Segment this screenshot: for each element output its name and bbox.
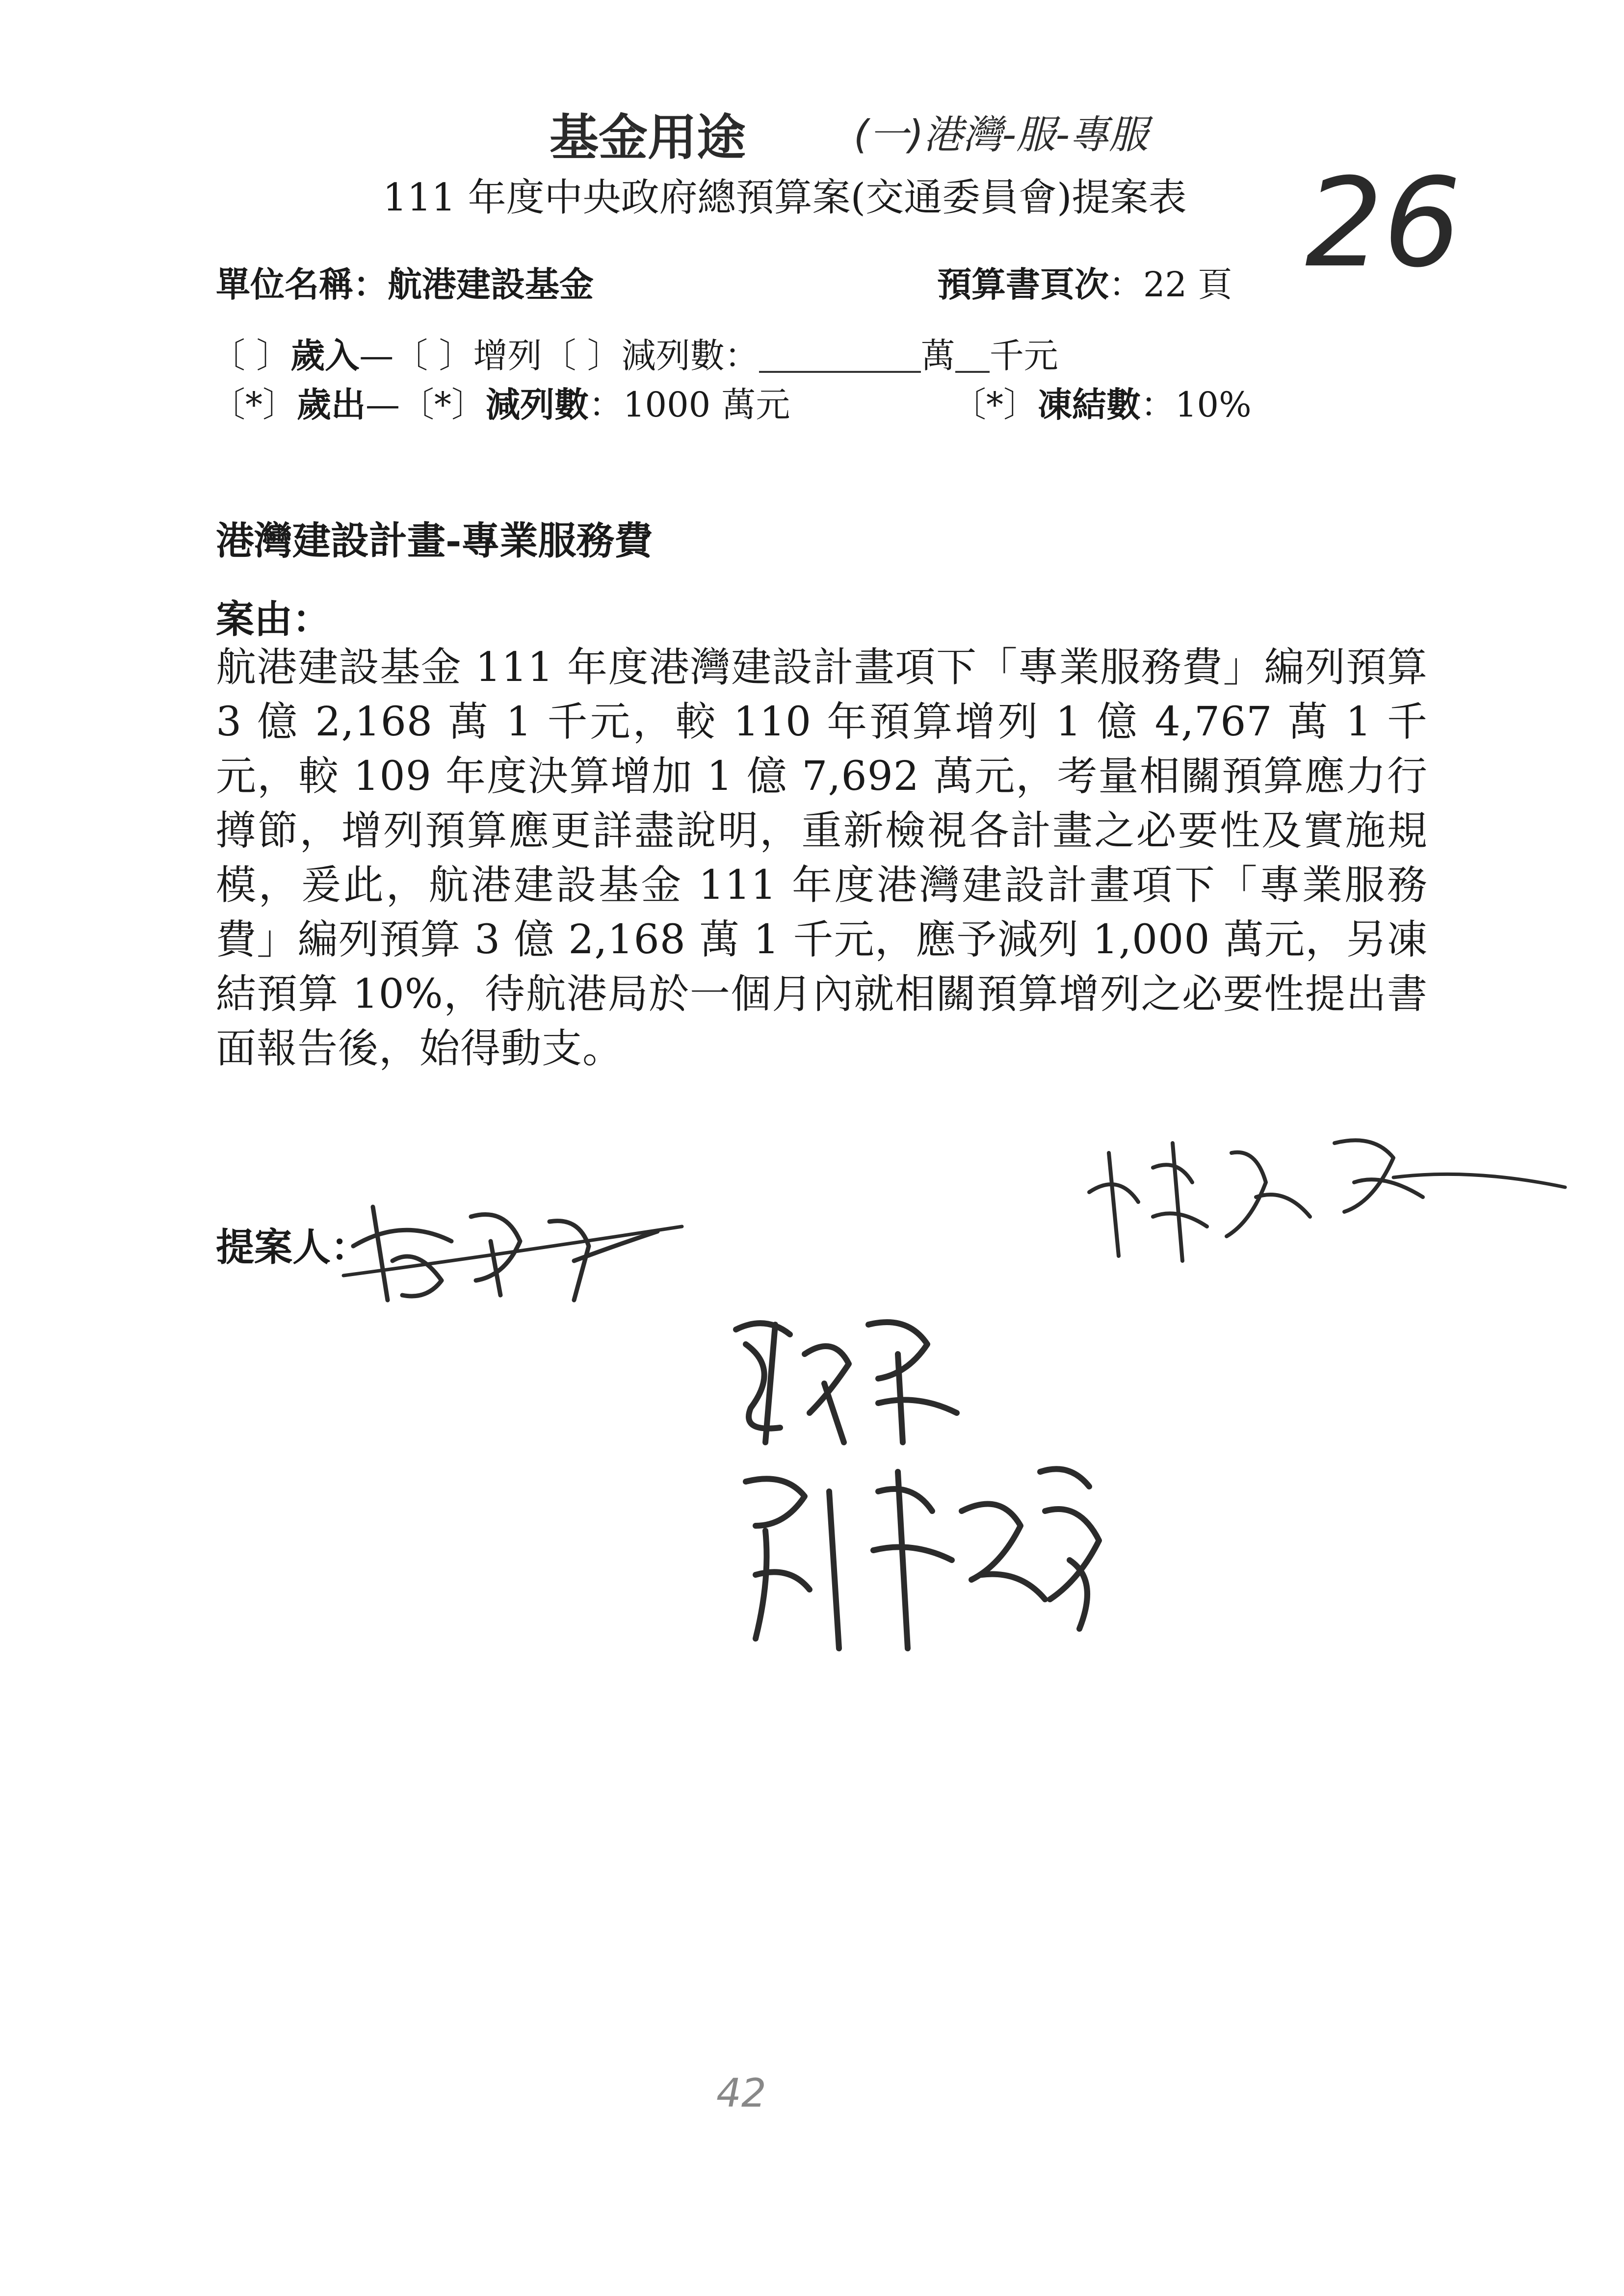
revenue-label: 歲入 (290, 335, 360, 376)
expense-decrease-label: 減列數 (486, 384, 589, 425)
reason-label: 案由： (216, 597, 331, 642)
signature-2 (1079, 1114, 1570, 1271)
handwritten-subtitle: (一)港灣-服-專服 (854, 112, 1149, 157)
decrease-checkbox: 〔 〕 (542, 336, 622, 376)
qianyuan-blank (955, 339, 990, 373)
page-value: ：22 頁 (1109, 264, 1232, 305)
expense-decrease-value: ：1000 萬元 (589, 385, 790, 425)
page-ref-row (937, 264, 1232, 305)
freeze-group (952, 384, 1252, 425)
signature-3 (721, 1295, 996, 1452)
handwritten-title: 基金用途 (550, 109, 746, 166)
unit-label: 單位名稱： (216, 264, 388, 305)
unit-value: 航港建設基金 (388, 264, 594, 305)
revenue-checkbox: 〔 〕 (211, 336, 291, 376)
decrease-label: 減列數： (621, 336, 759, 376)
expense-decrease-checkbox: 〔*〕 (400, 385, 486, 425)
wan-label: 萬 (920, 336, 955, 376)
increase-checkbox: 〔 〕 (393, 336, 473, 376)
page-title: 111 年度中央政府總預算案(交通委員會)提案表 (383, 176, 1187, 220)
expense-label: 歲出 (297, 384, 366, 425)
increase-label: 增列 (473, 336, 542, 376)
expense-checkbox: 〔*〕 (211, 385, 297, 425)
handwritten-number: 26 (1305, 152, 1462, 294)
reason-body: 航港建設基金 111 年度港灣建設計畫項下「專業服務費」編列預算 3 億 2,168 萬 1 千元，較 110 年預算增列 1 億 4,767 萬 1 千元，較 109 年度決算增加 1 億 7,692 萬元，考量相關預算應力行撙節，增列預算應更詳盡說明，重新檢視各計畫之必要性及實施規模，爰此，航港建設基金 111 年度港灣建設計畫項下「專業服務費」編列預算 3 億 2,168 萬 1 千元，應予減列 1,000 萬元，另凍結預算 10%，待航港局於一個月內就相關預算增列之必要性提出書面報告後，始得動支。 (216, 644, 1428, 1072)
handwritten-page-number: 42 (716, 2070, 766, 2116)
signature-1 (343, 1187, 687, 1315)
proposer-label: 提案人： (216, 1225, 369, 1270)
decrease-blank (759, 339, 921, 373)
freeze-label: 凍結數 (1038, 384, 1141, 425)
revenue-dash: — (359, 336, 394, 376)
page-label: 預算書頁次 (937, 264, 1109, 305)
unit-row (216, 264, 594, 305)
expense-line (211, 384, 790, 425)
freeze-value: ：10% (1141, 385, 1252, 425)
section-heading: 港灣建設計畫-專業服務費 (216, 519, 653, 563)
qianyuan-label: 千元 (989, 336, 1058, 376)
expense-dash: — (366, 385, 400, 425)
revenue-line (211, 335, 1058, 376)
freeze-checkbox: 〔*〕 (952, 385, 1038, 425)
signature-4 (726, 1452, 1158, 1658)
